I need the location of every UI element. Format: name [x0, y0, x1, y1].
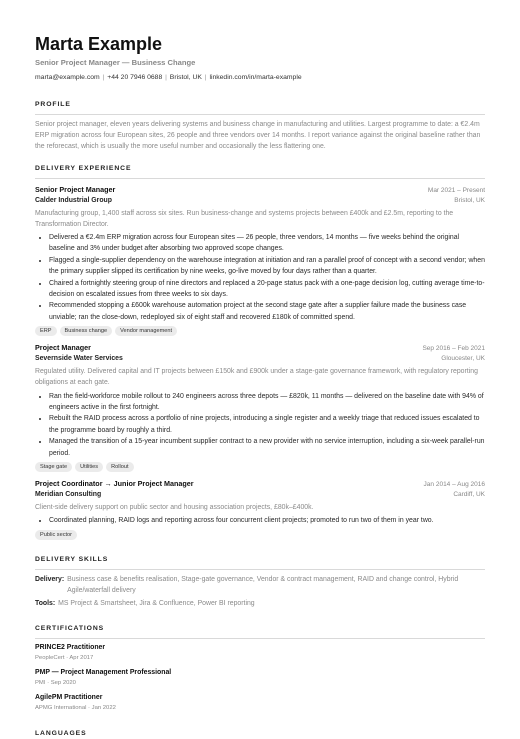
skill-tag: Business change: [60, 326, 113, 336]
certifications-section: [35, 624, 485, 713]
cert-meta: PMI · Sep 2020: [35, 680, 76, 687]
cert-meta: APMG International · Jan 2022: [35, 705, 116, 712]
section-divider: [35, 114, 485, 115]
section-title-skills: DELIVERY SKILLS: [35, 555, 109, 563]
skill-label: Delivery:: [35, 575, 65, 583]
cert-name: PRINCE2 Practitioner: [35, 644, 106, 652]
job-bullets: [35, 515, 485, 526]
section-divider: [35, 178, 485, 179]
skill-value: MS Project & Smartsheet, Jira & Confluence, Power BI reporting: [58, 600, 255, 608]
contact-location: Bristol, UK: [169, 74, 202, 81]
cert-meta: PeopleCert · Apr 2017: [35, 655, 94, 662]
skill-tag: Utilities: [75, 462, 103, 472]
section-title-certifications: CERTIFICATIONS: [35, 625, 105, 633]
job-bullet: • Coordinated planning, RAID logs and reporting across four concurrent client projects; promoted to run two of them in year two.: [49, 515, 485, 526]
job-title: Senior Project Manager: [35, 184, 116, 194]
job-description: Client-side delivery support on public sector and housing association projects, £80k–£400k.: [35, 504, 314, 512]
job-bullet: • Delivered a €2.4m ERP migration across four European sites — 26 people, three vendors, 14 months — five weeks behind the original baseline and 3% under budget after absorbing two approved scope changes.: [49, 232, 485, 255]
contact-line: marta@example.com | +44 20 7946 0688 | Bristol, UK | linkedin.com/in/marta-example: [35, 74, 302, 81]
section-title-experience: DELIVERY EXPERIENCE: [35, 164, 132, 172]
skill-row-tools: [35, 598, 485, 609]
resume-header: [35, 34, 485, 83]
job-company: Meridian Consulting: [35, 491, 102, 499]
skill-row-delivery: [35, 574, 485, 596]
job-bullets: [35, 391, 485, 459]
section-divider: [35, 569, 485, 570]
skill-tag: ERP: [35, 326, 57, 336]
job-description: Regulated utility. Delivered capital and IT projects between £150k and £900k under a stage-gate governance framework, with regulatory reporting obligations at each gate.: [35, 368, 478, 387]
skill-tag: Public sector: [35, 530, 77, 540]
candidate-role: Senior Project Manager — Business Change: [35, 58, 196, 67]
cert-item: [35, 693, 485, 713]
job-bullet: • Recommended stopping a £600k warehouse automation project at the second stage gate after a supplier failure made the business case unviable; ran the close-down, redeployed six of eight staff and recovered £180k of committed spend.: [49, 300, 485, 323]
job-company: Calder Industrial Group: [35, 196, 112, 204]
contact-phone[interactable]: +44 20 7946 0688: [107, 74, 163, 81]
candidate-name: Marta Example: [35, 34, 163, 54]
cert-name: AgilePM Practitioner: [35, 694, 103, 702]
languages-section: [35, 729, 485, 739]
skills-section: [35, 555, 485, 610]
job-dates: Jan 2014 – Aug 2016: [423, 481, 485, 489]
job-tags: [35, 326, 485, 336]
job-location: Cardiff, UK: [453, 491, 485, 499]
job-bullet: • Rebuilt the RAID process across a portfolio of nine projects, introducing a single register and a weekly triage that reduced issues escalated to the programme board by roughly a third.: [49, 413, 485, 436]
job-description: Manufacturing group, 1,400 staff across six sites. Run business-change and systems projects between £400k and £2.5m, reporting to the Transformation Director.: [35, 209, 454, 228]
job-entry: [35, 184, 485, 337]
experience-section: [35, 164, 485, 540]
job-company: Severnside Water Services: [35, 355, 123, 363]
job-title: Project Coordinator → Junior Project Manager: [35, 479, 194, 489]
job-bullet: • Flagged a single-supplier dependency on the warehouse integration at initiation and ran a parallel proof of concept with a second vendor; when the primary supplier slipped its certification by nine weeks, go-live moved by four days rather than a quarter.: [49, 255, 485, 278]
skill-tag: Rollout: [106, 462, 133, 472]
job-dates: Mar 2021 – Present: [427, 186, 485, 194]
section-divider: [35, 638, 485, 639]
profile-section: [35, 100, 485, 153]
job-location: Gloucester, UK: [441, 355, 485, 363]
section-title-languages: LANGUAGES: [35, 730, 87, 738]
job-tags: [35, 530, 485, 540]
job-bullet: • Managed the transition of a 15-year incumbent supplier contract to a new provider with no service interruption, including a six-week parallel-run period.: [49, 436, 485, 459]
cert-item: [35, 643, 485, 663]
contact-email[interactable]: marta@example.com: [35, 74, 100, 81]
job-dates: Sep 2016 – Feb 2021: [422, 345, 485, 353]
job-bullet: • Ran the field-workforce mobile rollout to 240 engineers across three depots — £820k, 11 months — delivered on the baseline date with 94% of engineers active in the first fortnight.: [49, 391, 485, 414]
job-title: Project Manager: [35, 343, 91, 353]
job-location: Bristol, UK: [454, 196, 485, 204]
skill-label: Tools:: [35, 600, 56, 608]
job-entry: [35, 478, 485, 540]
contact-linkedin[interactable]: linkedin.com/in/marta-example: [209, 74, 302, 81]
job-tags: [35, 462, 485, 472]
cert-item: [35, 668, 485, 688]
skill-value: Business case & benefits realisation, Stage-gate governance, Vendor & contract management, RAID and change control, Hybrid Agile/waterfall delivery: [67, 575, 459, 594]
profile-text: Senior project manager, eleven years delivering systems and business change in manufacturing and utilities. Largest programme to date: a €2.4m ERP migration across four European sites, 26 people and three vendors over 14 months. I report variance against the original baseline rather than the reforecast, which is usually the more useful number and occasionally the less flattering one.: [35, 121, 481, 151]
job-bullet: • Chaired a fortnightly steering group of nine directors and replaced a 20-page status pack with a one-page decision log, cutting average time-to-decision on escalated issues from three weeks to six days.: [49, 278, 485, 301]
skill-tag: Stage gate: [35, 462, 72, 472]
job-entry: [35, 342, 485, 472]
cert-name: PMP — Project Management Professional: [35, 669, 172, 677]
skill-tag: Vendor management: [115, 326, 177, 336]
job-bullets: [35, 232, 485, 323]
section-title-profile: PROFILE: [35, 101, 71, 108]
